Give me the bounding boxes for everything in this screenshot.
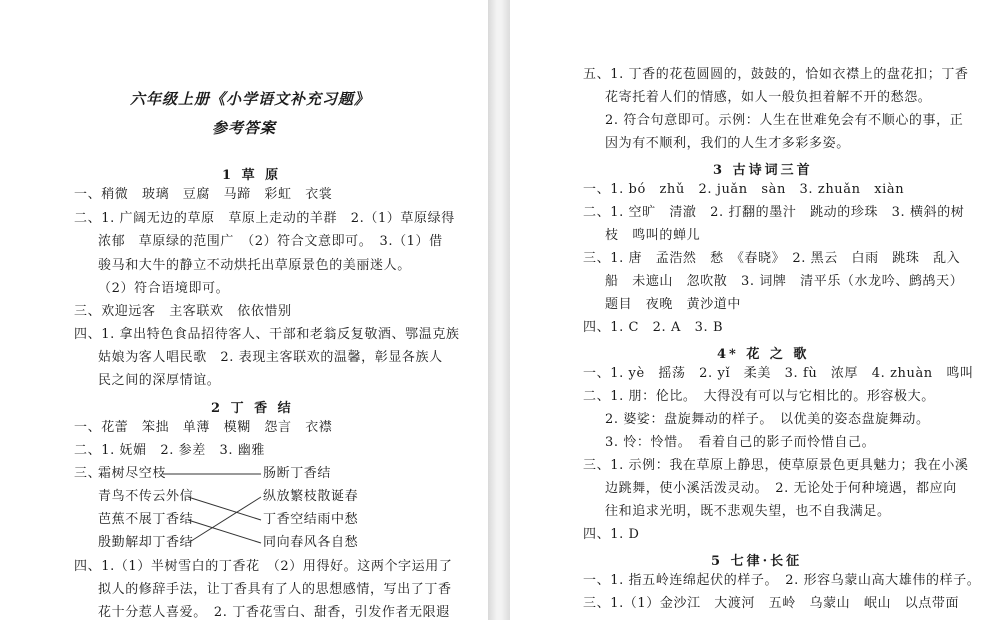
match-left-item: 青鸟不传云外信 — [98, 489, 194, 504]
answer-line: 往和追求光明，既不悲观失望，也不自我满足。 — [605, 504, 891, 519]
answer-line: 三、1. 唐 孟浩然 愁 《春晓》 2. 黑云 白雨 跳珠 乱入 — [583, 251, 961, 266]
answer-line: 二、1. 广阔无边的草原 草原上走动的羊群 2.（1）草原绿得 — [74, 211, 455, 226]
answer-line: 船 未遮山 忽吹散 3. 词牌 清平乐（水龙吟、鹧鸪天） — [605, 274, 964, 289]
answer-line: 一、1. bó zhǔ 2. juǎn sàn 3. zhuǎn xiàn — [583, 182, 905, 197]
match-line — [188, 520, 261, 543]
section-heading-dingxiangjie: 2 丁 香 结 — [211, 401, 294, 416]
answer-line: 四、1. D — [583, 527, 640, 542]
answer-line: 题目 夜晚 黄沙道中 — [605, 297, 742, 312]
answer-line: （2）符合语境即可。 — [98, 281, 230, 296]
answer-line: 枝 鸣叫的蝉儿 — [605, 228, 701, 243]
answer-line: 拟人的修辞手法，让丁香具有了人的思想感情，写出了丁香 — [98, 582, 452, 597]
section-heading-gushici: 3 古诗词三首 — [713, 163, 813, 178]
match-right-item: 纵放繁枝散诞春 — [263, 489, 359, 504]
answer-line: 2. 符合句意即可。示例：人生在世难免会有不顺心的事，正 — [605, 113, 964, 128]
answer-line: 花寄托着人们的情感，如人一般负担着解不开的愁怨。 — [605, 90, 932, 105]
answer-line: 花十分惹人喜爱。 2. 丁香花雪白、甜香，引发作者无限遐 — [98, 605, 450, 620]
section-heading-huazhige: 4* 花 之 歌 — [717, 347, 810, 362]
answer-line: 姑娘为客人唱民歌 2. 表现主客联欢的温馨，彰显各族人 — [98, 350, 443, 365]
section-heading-caoyuan: 1 草 原 — [222, 168, 282, 183]
answer-line: 一、1. 指五岭连绵起伏的样子。 2. 形容乌蒙山高大雄伟的样子。 — [583, 573, 981, 588]
answer-line: 因为有不顺利，我们的人生才多彩多姿。 — [605, 136, 850, 151]
right-page — [510, 0, 1005, 620]
answer-line: 二、1. 妩媚 2. 参差 3. 幽雅 — [74, 443, 266, 458]
match-question-label: 三、 — [74, 466, 102, 481]
answer-line: 一、稍微 玻璃 豆腐 马蹄 彩虹 衣裳 — [74, 187, 333, 202]
matching-lines — [0, 0, 488, 620]
match-right-item: 同向春风各自愁 — [263, 535, 359, 550]
document-subtitle: 参考答案 — [212, 119, 277, 137]
answer-line: 四、1.（1）半树雪白的丁香花 （2）用得好。这两个字运用了 — [74, 559, 453, 574]
answer-line: 浓郁 草原绿的范围广 （2）符合文意即可。 3.（1）借 — [98, 234, 443, 249]
answer-line: 三、1. 示例：我在草原上静思，使草原景色更具魅力；我在小溪 — [583, 458, 969, 473]
answer-line: 二、1. 空旷 清澈 2. 打翻的墨汁 跳动的珍珠 3. 横斜的树 — [583, 205, 965, 220]
answer-line: 一、1. yè 摇荡 2. yǐ 柔美 3. fù 浓厚 4. zhuàn 鸣叫 — [583, 366, 974, 381]
page-gutter — [488, 0, 510, 620]
answer-line: 四、1. 拿出特色食品招待客人、干部和老翁反复敬酒、鄂温克族 — [74, 327, 460, 342]
left-page — [0, 0, 488, 620]
answer-line: 一、花蕾 笨拙 单薄 模糊 怨言 衣襟 — [74, 420, 333, 435]
answer-line: 3. 怜：怜惜。 看着自己的影子而怜惜自己。 — [605, 435, 876, 450]
match-line — [188, 497, 261, 543]
answer-line: 2. 婆娑：盘旋舞动的样子。 以优美的姿态盘旋舞动。 — [605, 412, 930, 427]
answer-line: 二、1. 朋：伦比。 大得没有可以与它相比的。形容极大。 — [583, 389, 935, 404]
answer-line: 边跳舞，使小溪活泼灵动。 2. 无论处于何种境遇，都应向 — [605, 481, 957, 496]
answer-line: 三、欢迎远客 主客联欢 依依惜别 — [74, 304, 292, 319]
section-heading-changzheng: 5 七律·长征 — [711, 554, 803, 569]
document-title: 六年级上册《小学语文补充习题》 — [130, 90, 371, 108]
match-left-item: 芭蕉不展丁香结 — [98, 512, 194, 527]
match-left-item: 霜树尽空枝 — [98, 466, 167, 481]
answer-line: 三、1.（1）金沙江 大渡河 五岭 乌蒙山 岷山 以点带面 — [583, 596, 960, 611]
answer-line: 骏马和大牛的静立不动烘托出草原景色的美丽迷人。 — [98, 258, 411, 273]
answer-line: 四、1. C 2. A 3. B — [583, 320, 724, 335]
match-line — [188, 497, 261, 520]
match-left-item: 殷勤解却丁香结 — [98, 535, 194, 550]
match-right-item: 肠断丁香结 — [263, 466, 332, 481]
answer-line: 五、1. 丁香的花苞圆圆的，鼓鼓的，恰如衣襟上的盘花扣；丁香 — [583, 67, 969, 82]
match-right-item: 丁香空结雨中愁 — [263, 512, 359, 527]
answer-line: 民之间的深厚情谊。 — [98, 373, 221, 388]
